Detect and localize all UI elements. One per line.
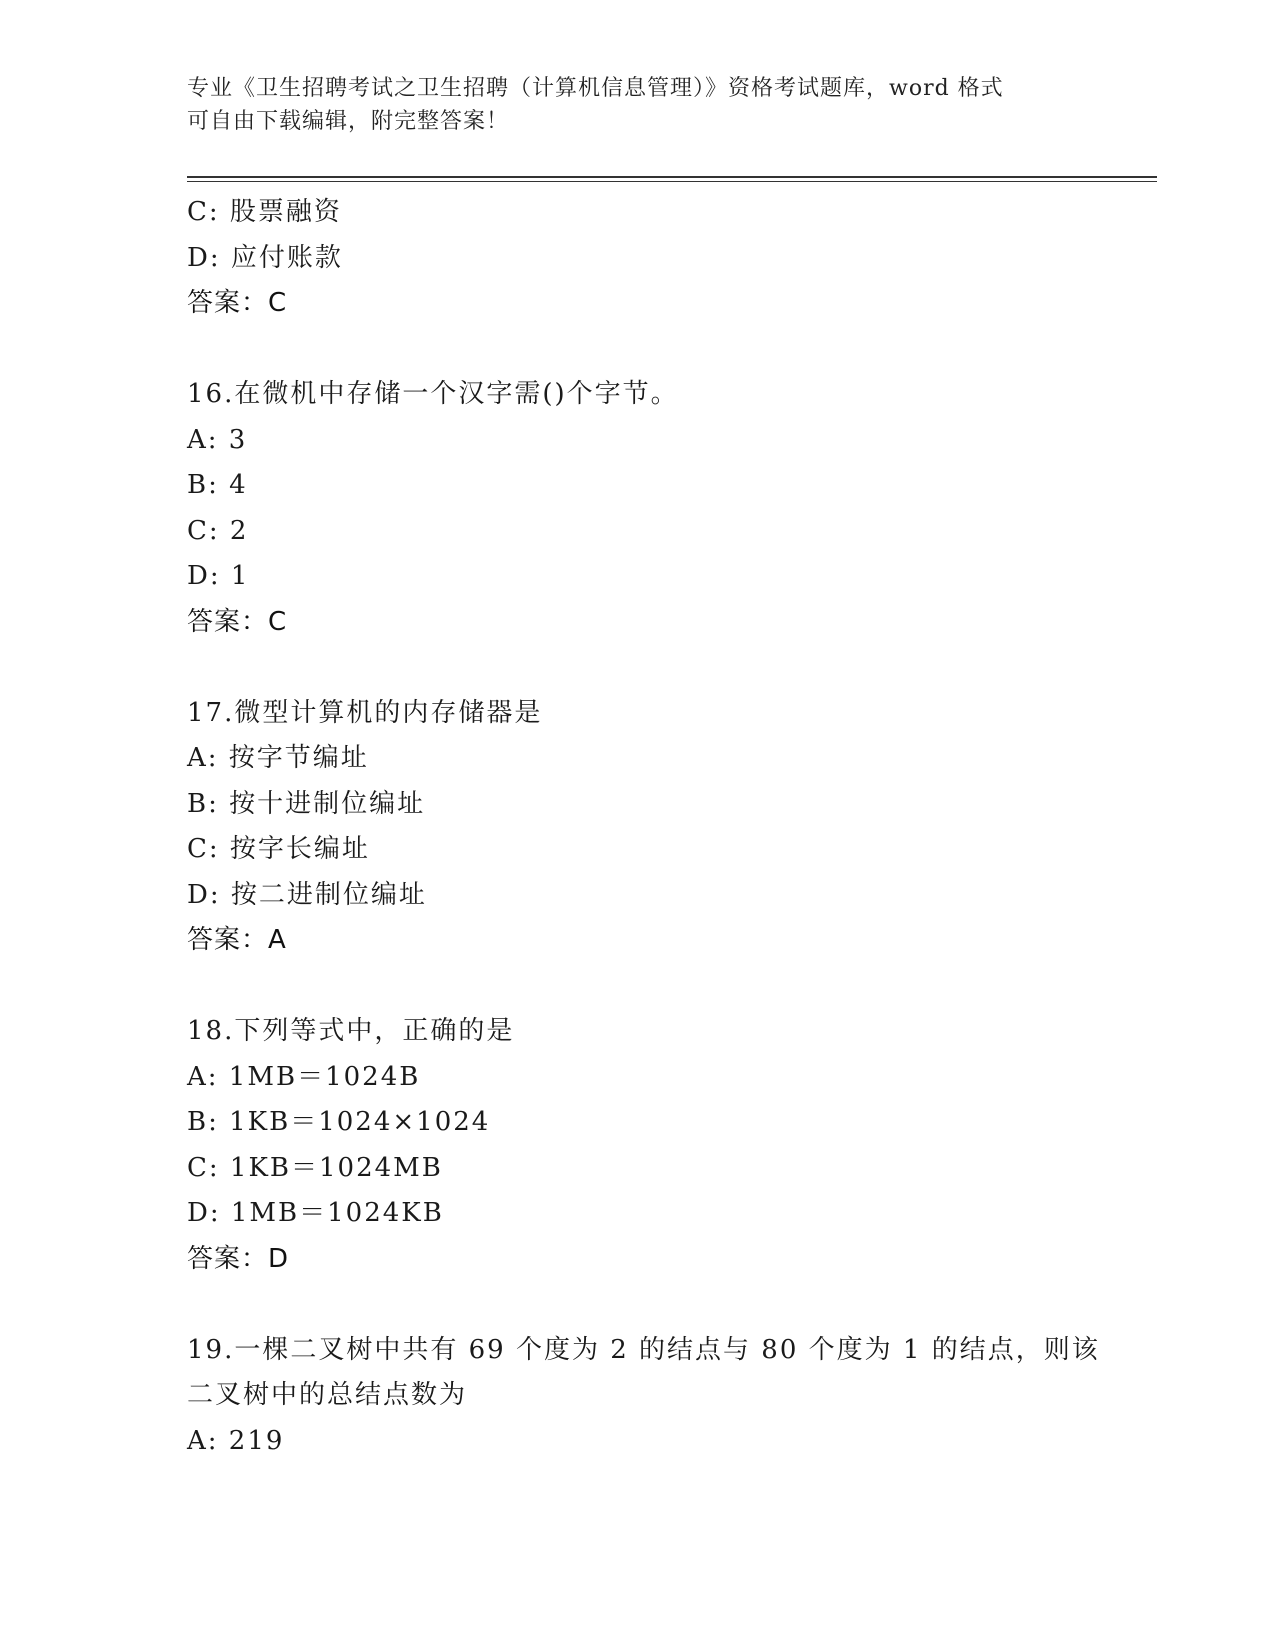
- option-d: D: 应付账款: [187, 242, 343, 273]
- document-header: [187, 72, 1087, 138]
- option-c: C: 1KB＝1024MB: [187, 1152, 443, 1183]
- question-stem: 16.在微机中存储一个汉字需()个字节。: [187, 379, 679, 409]
- option-c: C: 按字长编址: [187, 834, 370, 864]
- question-list: [187, 190, 1100, 1464]
- question-17: [187, 691, 1087, 964]
- option-a: A: 3: [187, 424, 248, 455]
- option-a: A: 219: [187, 1425, 285, 1456]
- option-d: D: 1MB＝1024KB: [187, 1198, 444, 1228]
- question-stem-line-1: 19.一棵二叉树中共有 69 个度为 2 的结点与 80 个度为 1 的结点，则该: [187, 1334, 1100, 1365]
- question-19: [187, 1328, 1100, 1465]
- question-stem: 18.下列等式中，正确的是: [187, 1016, 515, 1046]
- answer: 答案：A: [187, 925, 287, 955]
- option-d: D: 按二进制位编址: [187, 879, 427, 910]
- question-15-tail: [187, 190, 1087, 327]
- option-d: D: 1: [187, 561, 250, 591]
- question-stem: 17.微型计算机的内存储器是: [187, 697, 543, 728]
- header-rule-thick: [187, 176, 1157, 178]
- option-b: B: 按十进制位编址: [187, 788, 426, 819]
- option-b: B: 4: [187, 470, 248, 500]
- spacer: [187, 964, 1087, 1010]
- header-line-2: 可自由下载编辑，附完整答案！: [187, 109, 510, 134]
- option-a: A: 按字节编址: [187, 743, 369, 773]
- answer: 答案：D: [187, 1243, 290, 1274]
- header-rule-thin: [187, 181, 1157, 182]
- option-b: B: 1KB＝1024×1024: [187, 1107, 491, 1137]
- answer: 答案：C: [187, 606, 288, 637]
- spacer: [187, 1282, 1087, 1328]
- spacer: [187, 645, 1087, 691]
- option-c: C: 股票融资: [187, 197, 342, 227]
- question-16: [187, 372, 1087, 645]
- option-a: A: 1MB＝1024B: [187, 1061, 421, 1092]
- header-line-1: 专业《卫生招聘考试之卫生招聘（计算机信息管理）》资格考试题库，word 格式: [187, 76, 1004, 101]
- spacer: [187, 327, 1087, 373]
- question-18: [187, 1009, 1087, 1282]
- option-c: C: 2: [187, 515, 249, 546]
- question-stem-line-2: 二叉树中的总结点数为: [187, 1380, 468, 1410]
- answer: 答案：C: [187, 288, 288, 318]
